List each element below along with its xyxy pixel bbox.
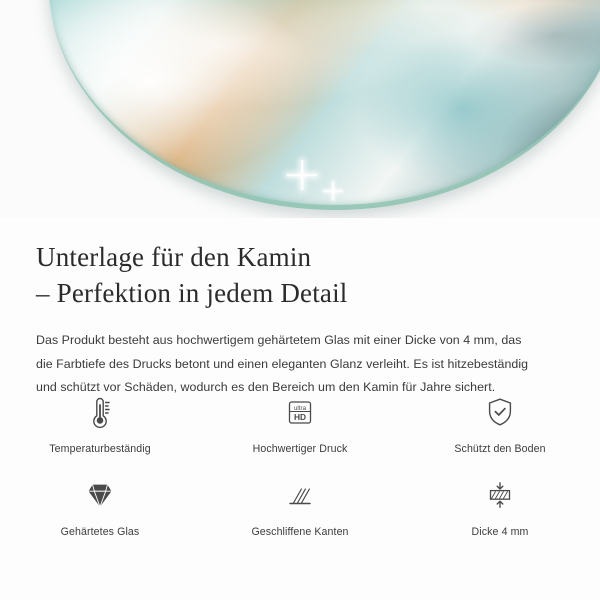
shield-check-icon	[478, 390, 522, 434]
content-block	[0, 218, 600, 538]
glass-oval-product-image	[48, 0, 600, 210]
feature-label: Gehärtetes Glas	[60, 526, 140, 538]
feature-label: Geschliffene Kanten	[251, 526, 349, 538]
thickness-arrows-icon	[478, 473, 522, 517]
feature-label: Schützt den Boden	[454, 443, 546, 455]
page-title-line-1: Unterlage für den Kamin	[36, 242, 312, 272]
svg-text:HD: HD	[293, 411, 307, 422]
feature-high-quality-print	[200, 390, 400, 455]
feature-thickness	[400, 473, 600, 538]
svg-text:ultra: ultra	[293, 405, 307, 412]
page-title-line-2: – Perfektion in jedem Detail	[36, 277, 348, 308]
page-title	[36, 240, 564, 312]
diamond-icon	[78, 473, 122, 517]
feature-label: Dicke 4 mm	[471, 526, 529, 538]
feature-tempered-glass	[0, 473, 200, 538]
feature-label: Hochwertiger Druck	[252, 443, 348, 455]
feature-protects-floor	[400, 390, 600, 455]
hero-image	[0, 0, 600, 218]
feature-grid	[0, 390, 600, 538]
feature-temperature-resistant	[0, 390, 200, 455]
polished-edges-icon	[278, 473, 322, 517]
thermometer-icon	[78, 390, 122, 434]
ultra-hd-icon	[278, 390, 322, 434]
product-description: Das Produkt besteht aus hochwertigem gehärtetem Glas mit einer Dicke von 4 mm, das die Farbtiefe des Drucks betont und einen eleganten Glanz verleiht. Es ist hitzebeständig und schützt vor Schäden, wodurch es den Bereich um den Kamin für Jahre sichert.	[36, 332, 529, 395]
feature-polished-edges	[200, 473, 400, 538]
feature-label: Temperaturbeständig	[49, 443, 151, 455]
